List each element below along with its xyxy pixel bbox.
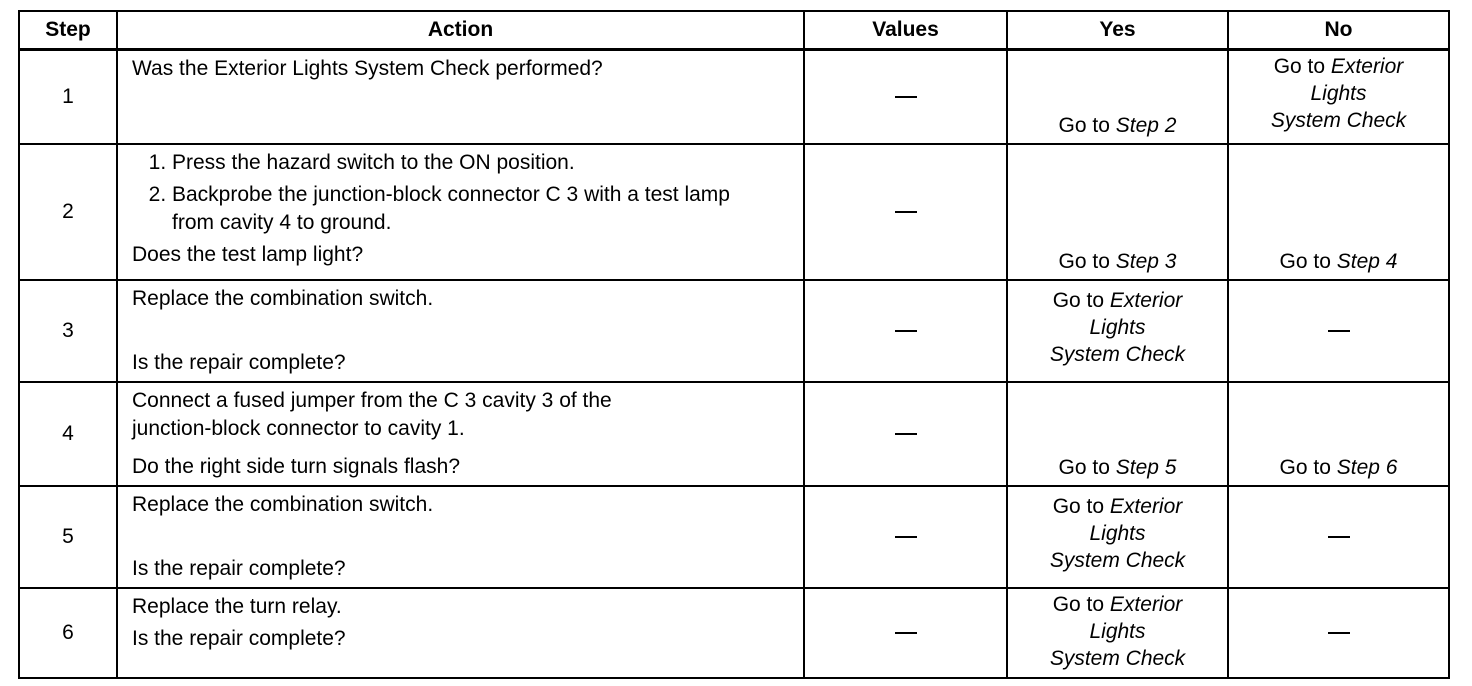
yes-target-line1: Exterior [1109,494,1183,518]
no-cell [1228,280,1449,382]
action-question: Is the repair complete? [132,626,346,650]
dash-mark [895,211,917,213]
step-number: 1 [19,50,117,144]
step-number: 5 [19,486,117,588]
action-list-item: 1. Press the hazard switch to the ON position. [172,149,791,177]
dash-mark [895,96,917,98]
action-instruction: Replace the turn relay. [132,594,342,618]
action-list-item: 2. Backprobe the junction-block connector C 3 with a test lamp from cavity 4 to ground. [172,181,791,237]
header-action: Action [117,11,804,50]
no-cell [1228,50,1449,144]
yes-target-line2: Lights [1089,619,1146,643]
step-number: 2 [19,144,117,280]
header-no: No [1228,11,1449,50]
action-instruction: Connect a fused jumper from the C 3 cavity 3 of the junction-block connector to cavity 1. [132,388,612,440]
header-step: Step [19,11,117,50]
yes-target-line1: Exterior [1109,288,1183,312]
action-cell [117,486,804,588]
diagnostic-table-wrapper [18,10,1448,679]
go-to-text: Go to [1058,113,1110,137]
action-cell [117,280,804,382]
no-cell [1228,588,1449,678]
yes-target: Step 5 [1115,455,1177,479]
action-cell [117,50,804,144]
dash-mark [895,330,917,332]
yes-cell [1007,382,1228,486]
values-cell [804,280,1007,382]
yes-target: Step 3 [1115,249,1177,273]
header-values: Values [804,11,1007,50]
yes-target-line3: System Check [1049,342,1186,366]
action-question: Was the Exterior Lights System Check performed? [132,57,603,80]
table-row [19,486,1449,588]
no-cell [1228,144,1449,280]
no-cell [1228,382,1449,486]
dash-mark [895,632,917,634]
values-cell [804,382,1007,486]
go-to-text: Go to [1273,55,1326,78]
action-instruction: Replace the combination switch. [132,286,434,310]
yes-target-line1: Exterior [1109,592,1183,616]
action-list [132,149,791,237]
yes-cell [1007,144,1228,280]
action-question: Does the test lamp light? [132,242,364,266]
go-to-text: Go to [1058,249,1110,273]
dash-mark [1328,632,1350,634]
values-cell [804,144,1007,280]
action-question: Is the repair complete? [132,350,346,374]
action-question: Is the repair complete? [132,556,346,580]
no-target: Step 6 [1336,455,1398,479]
header-yes: Yes [1007,11,1228,50]
table-row [19,50,1449,144]
action-cell [117,588,804,678]
action-cell [117,382,804,486]
dash-mark [895,433,917,435]
action-instruction: Replace the combination switch. [132,492,434,516]
dash-mark [895,536,917,538]
values-cell [804,486,1007,588]
table-row [19,280,1449,382]
action-question: Do the right side turn signals flash? [132,454,461,478]
dash-mark [1328,330,1350,332]
step-number: 4 [19,382,117,486]
no-target: Step 4 [1336,249,1398,273]
dash-mark [1328,536,1350,538]
action-cell [117,144,804,280]
yes-cell [1007,280,1228,382]
yes-target: Step 2 [1115,113,1177,137]
yes-target-line2: Lights [1089,521,1146,545]
go-to-text: Go to [1052,592,1105,616]
header-row [19,11,1449,50]
go-to-text: Go to [1052,288,1105,312]
diagnostic-table [18,10,1450,679]
go-to-text: Go to [1052,494,1105,518]
yes-cell [1007,486,1228,588]
no-cell [1228,486,1449,588]
go-to-text: Go to [1058,455,1110,479]
step-number: 3 [19,280,117,382]
yes-target-line2: Lights [1089,315,1146,339]
no-target-line1: Exterior [1330,55,1404,78]
go-to-text: Go to [1279,249,1331,273]
table-row [19,588,1449,678]
yes-target-line3: System Check [1049,548,1186,572]
values-cell [804,50,1007,144]
step-number: 6 [19,588,117,678]
yes-cell [1007,50,1228,144]
no-target-line3: System Check [1270,109,1407,132]
go-to-text: Go to [1279,455,1331,479]
no-target-line2: Lights [1310,82,1367,105]
values-cell [804,588,1007,678]
table-row [19,382,1449,486]
yes-target-line3: System Check [1049,646,1186,670]
yes-cell [1007,588,1228,678]
table-row [19,144,1449,280]
